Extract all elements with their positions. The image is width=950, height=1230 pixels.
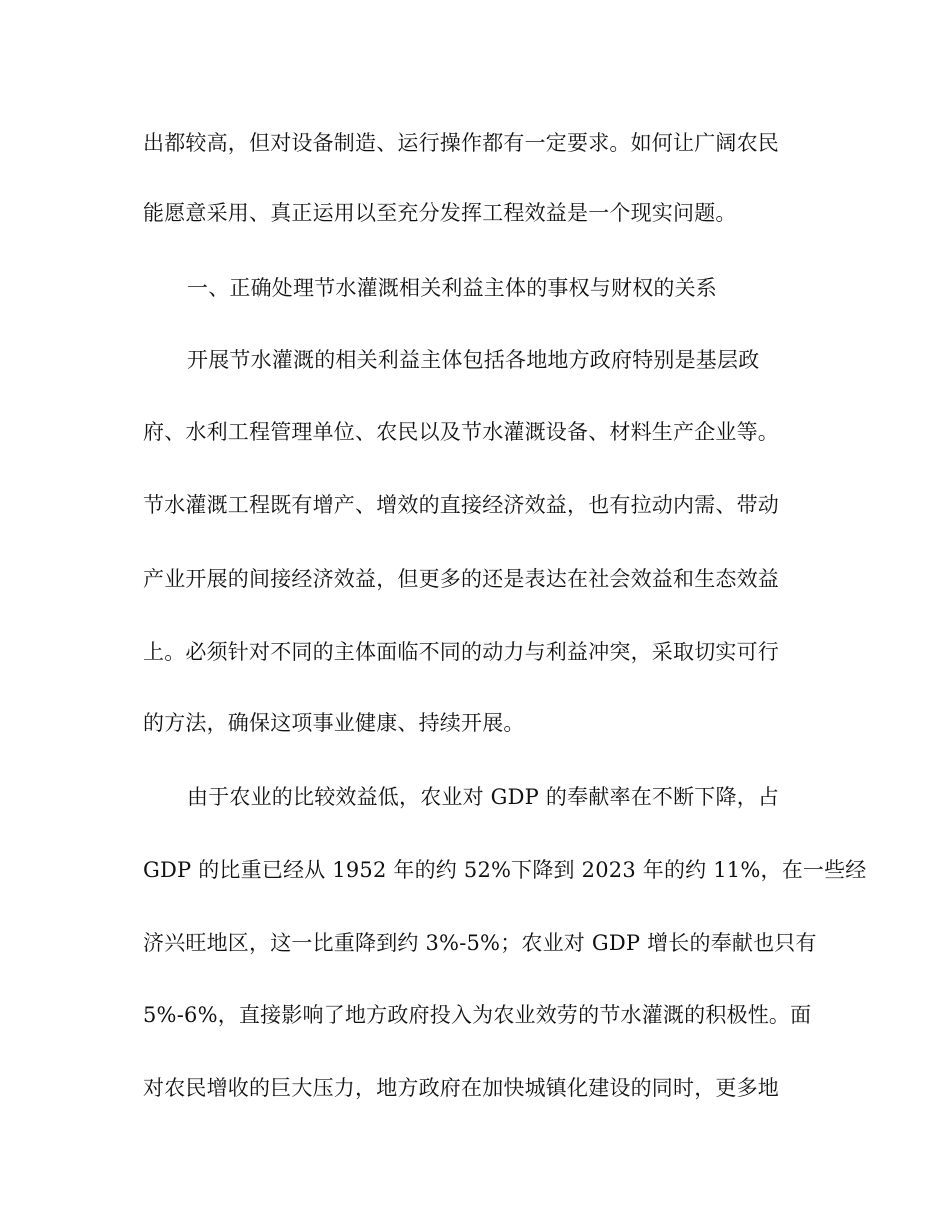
paragraph-line-7: 上。必须针对不同的主体面临不同的动力与利益冲突，采取切实可行 xyxy=(143,640,779,664)
paragraph-line-9: 由于农业的比较效益低，农业对 GDP 的奉献率在不断下降，占 xyxy=(187,785,780,809)
paragraph-line-11: 济兴旺地区，这一比重降到约 3%-5%；农业对 GDP 增长的奉献也只有 xyxy=(143,931,817,955)
paragraph-line-3: 开展节水灌溉的相关利益主体包括各地地方政府特别是基层政 xyxy=(187,348,760,372)
paragraph-line-12: 5%-6%，直接影响了地方政府投入为农业效劳的节水灌溉的积极性。面 xyxy=(143,1003,812,1027)
paragraph-line-5: 节水灌溉工程既有增产、增效的直接经济效益，也有拉动内需、带动 xyxy=(143,493,779,517)
paragraph-line-8: 的方法，确保这项事业健康、持续开展。 xyxy=(143,711,525,735)
paragraph-line-1: 出都较高，但对设备制造、运行操作都有一定要求。如何让广阔农民 xyxy=(143,131,779,155)
paragraph-line-13: 对农民增收的巨大压力，地方政府在加快城镇化建设的同时，更多地 xyxy=(143,1076,779,1100)
paragraph-line-10: GDP 的比重已经从 1952 年的约 52%下降到 2023 年的约 11%，在一些经 xyxy=(143,858,867,882)
section-heading: 一、正确处理节水灌溉相关利益主体的事权与财权的关系 xyxy=(187,276,717,300)
paragraph-line-2: 能愿意采用、真正运用以至充分发挥工程效益是一个现实问题。 xyxy=(143,201,737,225)
paragraph-line-6: 产业开展的间接经济效益，但更多的还是表达在社会效益和生态效益 xyxy=(143,567,779,591)
paragraph-line-4: 府、水利工程管理单位、农民以及节水灌溉设备、材料生产企业等。 xyxy=(143,420,779,444)
